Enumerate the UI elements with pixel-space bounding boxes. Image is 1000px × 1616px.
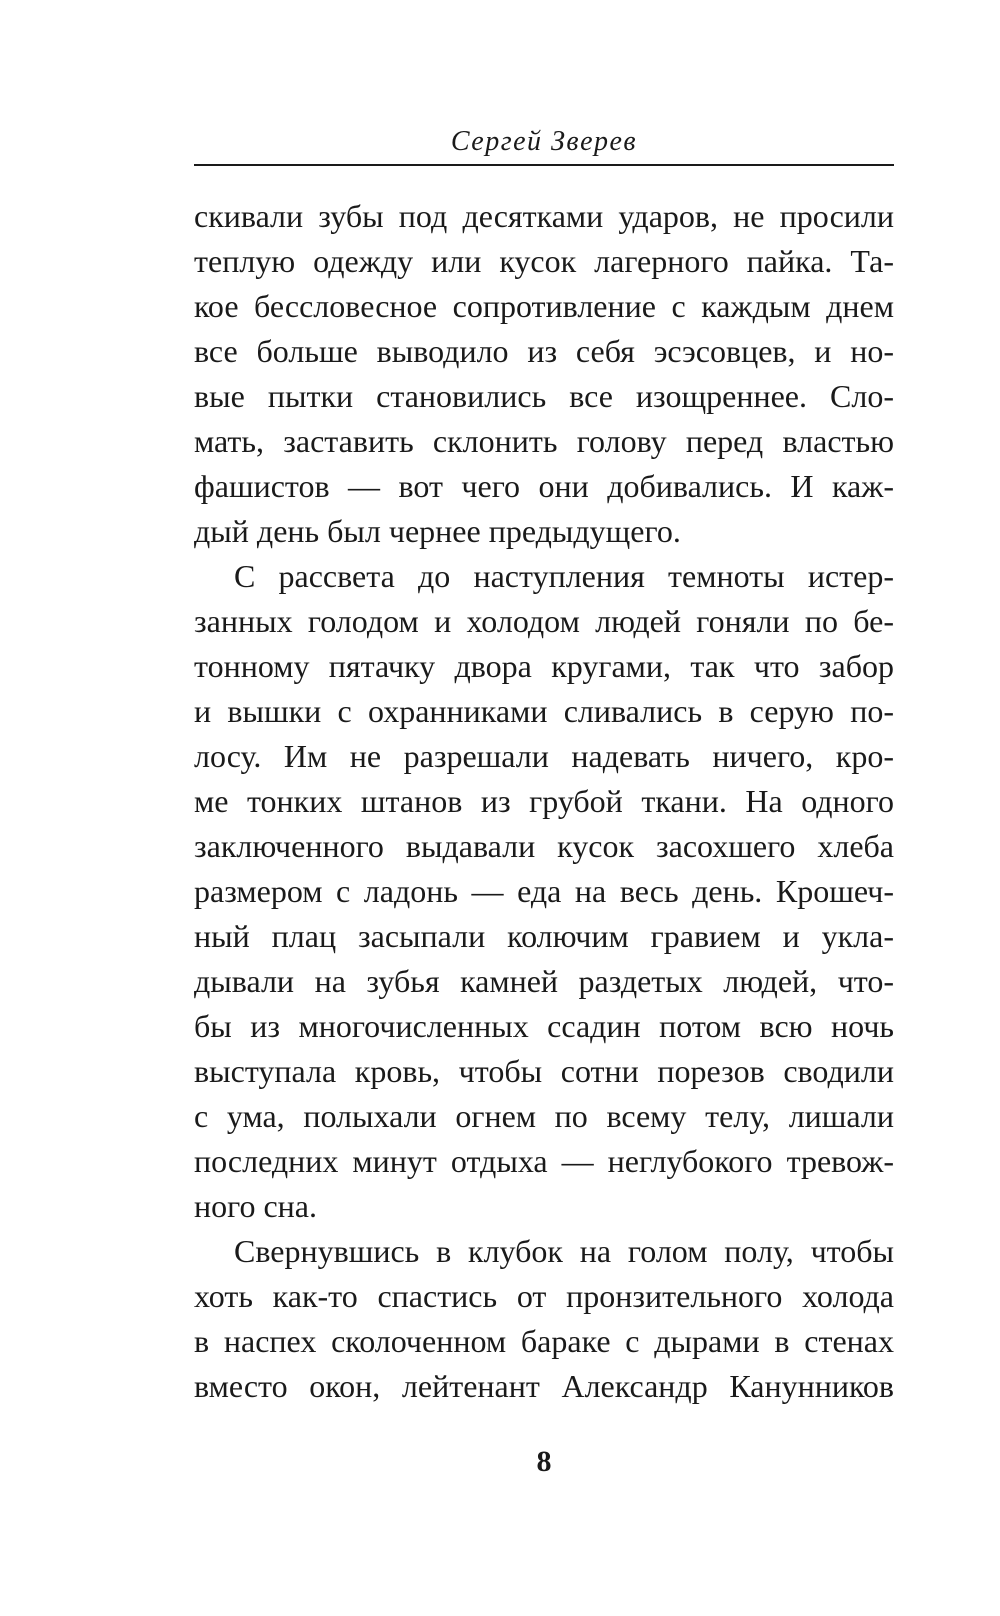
text-line: в наспех сколоченном бараке с дырами в стенах xyxy=(194,1323,894,1359)
text-line: С рассвета до наступления темноты истер- xyxy=(234,558,894,594)
text-line: дывали на зубья камней раздетых людей, что- xyxy=(194,963,894,999)
text-line: скивали зубы под десятками ударов, не просили xyxy=(194,198,894,234)
text-line: размером с ладонь — еда на весь день. Крошеч- xyxy=(194,873,894,909)
text-line: тонному пятачку двора кругами, так что забор xyxy=(194,648,894,684)
body-text xyxy=(194,194,894,1409)
text-line: Свернувшись в клубок на голом полу, чтобы xyxy=(234,1233,894,1269)
text-line: последних минут отдыха — неглубокого тревож- xyxy=(194,1143,894,1179)
text-line: выступала кровь, чтобы сотни порезов сводили xyxy=(194,1053,894,1089)
text-line: лосу. Им не разрешали надевать ничего, кро- xyxy=(194,738,894,774)
text-line: ный плац засыпали колючим гравием и укла- xyxy=(194,918,894,954)
text-line: дый день был чернее предыдущего. xyxy=(194,513,681,549)
page-number: 8 xyxy=(536,1445,552,1478)
text-line: вые пытки становились все изощреннее. Сло- xyxy=(194,378,894,414)
text-line: кое бессловесное сопротивление с каждым днем xyxy=(194,288,894,324)
text-line: все больше выводило из себя эсэсовцев, и но- xyxy=(194,333,894,369)
text-line: с ума, полыхали огнем по всему телу, лишали xyxy=(194,1098,894,1134)
text-line: и вышки с охранниками сливались в серую по- xyxy=(194,693,894,729)
text-line: занных голодом и холодом людей гоняли по бе- xyxy=(194,603,894,639)
text-line: ме тонких штанов из грубой ткани. На одного xyxy=(194,783,894,819)
text-line: бы из многочисленных ссадин потом всю ночь xyxy=(194,1008,894,1044)
text-line: хоть как-то спастись от пронзительного холода xyxy=(194,1278,894,1314)
header-rule xyxy=(194,164,894,166)
running-head-author: Сергей Зверев xyxy=(450,126,638,157)
text-line: вместо окон, лейтенант Александр Канунников xyxy=(194,1368,894,1404)
text-line: ного сна. xyxy=(194,1188,317,1224)
text-line: фашистов — вот чего они добивались. И каж- xyxy=(194,468,894,504)
text-line: теплую одежду или кусок лагерного пайка. Та- xyxy=(194,243,894,279)
text-line: мать, заставить склонить голову перед властью xyxy=(194,423,894,459)
text-line: заключенного выдавали кусок засохшего хлеба xyxy=(194,828,894,864)
